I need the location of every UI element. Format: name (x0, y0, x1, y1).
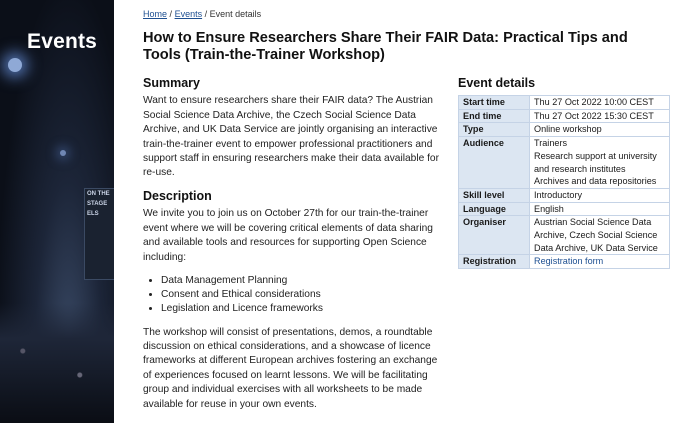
detail-key: Language (459, 202, 530, 216)
description-intro: We invite you to join us on October 27th for our train-the-trainer event where we will be covering critical elements of data sharing and available tools and resources for supporting Open Science including: (143, 208, 433, 263)
table-row (459, 109, 670, 123)
table-row (459, 188, 670, 202)
description-section (143, 189, 443, 412)
detail-value (530, 137, 670, 189)
detail-value-line: Introductory (534, 189, 583, 200)
table-row (459, 216, 670, 255)
breadcrumb-separator: / (169, 9, 173, 19)
table-row (459, 255, 670, 269)
event-details-heading: Event details (458, 76, 536, 90)
table-row (459, 202, 670, 216)
detail-key: Start time (459, 96, 530, 110)
sidebar-hero-image (0, 0, 114, 423)
detail-key: Audience (459, 137, 530, 189)
detail-value (530, 123, 670, 137)
detail-key: Organiser (459, 216, 530, 255)
detail-value-line: Thu 27 Oct 2022 10:00 CEST (534, 97, 654, 107)
stage-screen (84, 188, 114, 280)
table-row (459, 137, 670, 189)
detail-value-line: English (534, 203, 564, 214)
detail-value (530, 202, 670, 216)
detail-key: Skill level (459, 188, 530, 202)
screen-text: ELS (87, 211, 99, 217)
detail-value-line: Trainers (534, 138, 568, 149)
table-row (459, 96, 670, 110)
description-heading: Description (143, 189, 212, 203)
detail-key: Type (459, 123, 530, 137)
screen-text: STAGE (87, 201, 108, 207)
breadcrumb-current: Event details (209, 9, 262, 19)
table-row (459, 123, 670, 137)
sidebar-title: Events (27, 30, 98, 53)
stage-light (8, 58, 22, 72)
detail-value (530, 188, 670, 202)
summary-text: Want to ensure researchers share their FAIR data? The Austrian Social Science Data Archive, the Czech Social Science Data Archive, and UK Data Service are jointly organising an interactive train-the-trainer event to empower professional practitioners and support staff in ensuring researchers make their data available for re-use. (143, 95, 439, 179)
list-item: • Legislation and Licence frameworks (161, 302, 443, 316)
detail-value (530, 96, 670, 110)
detail-value-line: Online workshop (534, 124, 602, 135)
page-title: How to Ensure Researchers Share Their FAIR Data: Practical Tips and Tools (Train-the-Trainer Workshop) (143, 30, 628, 63)
list-item: • Data Management Planning (161, 274, 443, 288)
detail-value (530, 109, 670, 123)
detail-value-line: Austrian Social Science Data Archive, Czech Social Science Data Archive, UK Data Service (534, 217, 658, 253)
detail-key: Registration (459, 255, 530, 269)
breadcrumb-separator: / (204, 9, 208, 19)
breadcrumb-home-link[interactable]: Home (143, 9, 168, 19)
stage-light (60, 150, 66, 156)
screen-text: ON THE (87, 191, 110, 197)
summary-section (143, 76, 443, 181)
detail-value-line: Thu 27 Oct 2022 15:30 CEST (534, 110, 654, 121)
detail-value (530, 216, 670, 255)
breadcrumb (143, 9, 261, 19)
detail-value-line: Archives and data repositories (534, 176, 657, 187)
event-details-table (458, 95, 670, 269)
detail-value-line: Research support at university and research institutes (534, 150, 657, 174)
detail-value (530, 255, 670, 269)
event-details-panel (458, 76, 670, 269)
description-outro: The workshop will consist of presentations, demos, a roundtable discussion on ethical considerations, and a showcase of licence frameworks at different European archives fostering an exchange of experiences focused on learnt lessons. We will be facilitating group and individual exercises with all worksheets to be made available for reuse in your own events. (143, 326, 438, 410)
summary-heading: Summary (143, 76, 200, 90)
breadcrumb-events-link[interactable]: Events (174, 9, 203, 19)
audience-crowd (0, 303, 114, 423)
topics-list (143, 274, 443, 317)
registration-form-link[interactable]: Registration form (534, 256, 604, 267)
detail-key: End time (459, 109, 530, 123)
list-item: • Consent and Ethical considerations (161, 288, 443, 302)
